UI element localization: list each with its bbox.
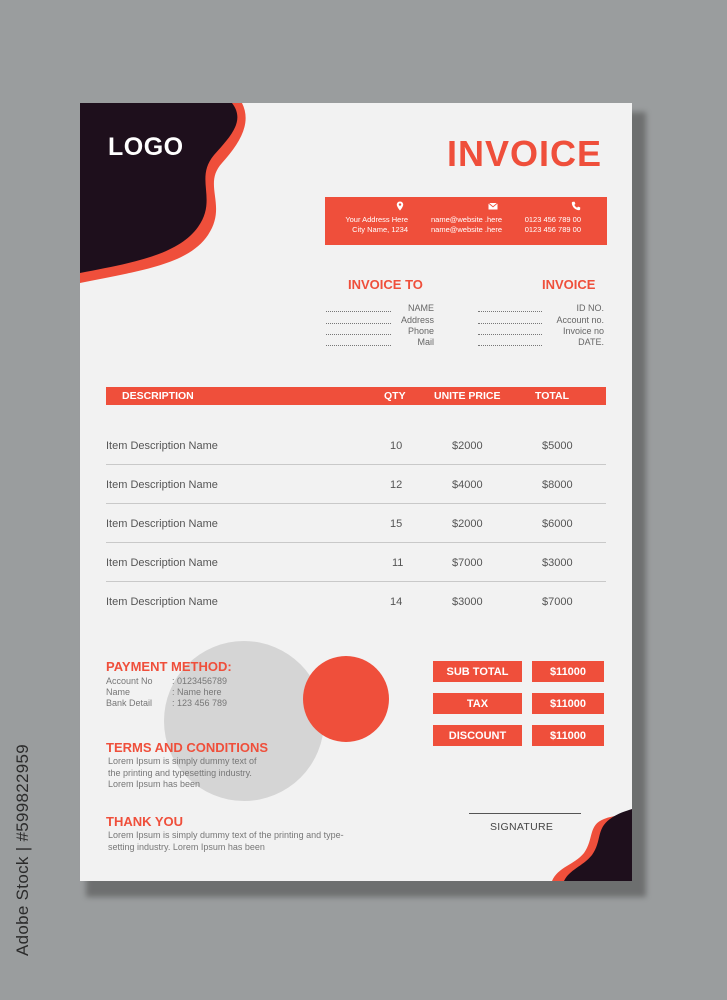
subtotal-value: $11000 (532, 661, 604, 682)
col-description: DESCRIPTION (122, 390, 194, 402)
signature-label: SIGNATURE (490, 821, 554, 833)
item-description: Item Description Name (106, 479, 218, 491)
item-description: Item Description Name (106, 440, 218, 452)
item-qty: 10 (390, 440, 403, 452)
invoice-to-field: Address (400, 315, 434, 325)
col-total: TOTAL (535, 390, 570, 402)
discount-label: DISCOUNT (433, 725, 522, 746)
item-price: $4000 (452, 479, 483, 491)
envelope-icon (488, 201, 498, 211)
col-unit-price: UNITE PRICE (434, 390, 501, 402)
invoice-to-field: Mail (417, 337, 434, 347)
payment-row: Bank Detail : 123 456 789 (106, 698, 228, 708)
email-block: name@website .here name@website .here (431, 215, 502, 234)
item-price: $2000 (452, 518, 483, 530)
item-description: Item Description Name (106, 596, 218, 608)
bottom-right-wave-decoration (552, 809, 632, 881)
item-price: $7000 (452, 557, 483, 569)
item-total: $5000 (542, 440, 573, 452)
terms-text: Lorem Ipsum is simply dummy text of the printing and typesetting industry. Lorem Ipsum has been (108, 756, 257, 789)
top-left-wave-decoration (80, 103, 255, 288)
table-row (106, 543, 606, 582)
tax-value: $11000 (532, 693, 604, 714)
item-description: Item Description Name (106, 557, 218, 569)
table-row (106, 426, 606, 465)
table-header (106, 387, 606, 405)
item-total: $7000 (542, 596, 573, 608)
invoice-info-field: DATE. (578, 337, 604, 347)
thank-you-text: Lorem Ipsum is simply dummy text of the printing and type- setting industry. Lorem Ipsum has been (108, 830, 344, 852)
subtotal-label: SUB TOTAL (433, 661, 522, 682)
item-qty: 12 (390, 479, 403, 491)
dotted-line (478, 345, 542, 346)
thank-you-heading: THANK YOU (106, 814, 184, 829)
discount-value: $11000 (532, 725, 604, 746)
item-qty: 15 (390, 518, 403, 530)
signature-line (469, 813, 581, 814)
item-total: $6000 (542, 518, 573, 530)
contact-bar (325, 197, 607, 245)
dotted-line (478, 311, 542, 312)
col-qty: QTY (384, 390, 406, 402)
invoice-to-heading: INVOICE TO (348, 277, 423, 292)
payment-method-heading: PAYMENT METHOD: (106, 659, 232, 674)
dotted-line (478, 334, 542, 335)
invoice-info-field: Account no. (556, 315, 604, 325)
phone-icon (571, 201, 581, 211)
item-total: $3000 (542, 557, 573, 569)
tax-label: TAX (433, 693, 522, 714)
item-price: $2000 (452, 440, 483, 452)
item-description: Item Description Name (106, 518, 218, 530)
payment-row: Name : Name here (106, 687, 222, 697)
invoice-title: INVOICE (446, 133, 602, 174)
table-row (106, 504, 606, 543)
item-qty: 11 (392, 557, 404, 569)
invoice-info-field: ID NO. (576, 303, 604, 313)
terms-heading: TERMS AND CONDITIONS (106, 740, 269, 755)
invoice-to-field: Phone (407, 326, 434, 336)
dotted-line (478, 323, 542, 324)
payment-row: Account No : 0123456789 (106, 676, 228, 686)
invoice-to-field: NAME (407, 303, 434, 313)
logo-text: LOGO (108, 133, 184, 161)
invoice-info-heading: INVOICE (542, 277, 596, 292)
item-price: $3000 (452, 596, 483, 608)
red-circle-decoration (303, 656, 389, 742)
phone-block: 0123 456 789 00 0123 456 789 00 (524, 215, 581, 234)
table-row (106, 582, 606, 621)
item-qty: 14 (390, 596, 403, 608)
table-row (106, 465, 606, 504)
address-block: Your Address Here City Name, 1234 (345, 215, 408, 234)
stock-watermark: Adobe Stock | #599822959 (13, 743, 32, 957)
invoice-page (80, 103, 632, 881)
location-pin-icon (395, 201, 405, 211)
item-total: $8000 (542, 479, 573, 491)
invoice-info-field: Invoice no (562, 326, 604, 336)
